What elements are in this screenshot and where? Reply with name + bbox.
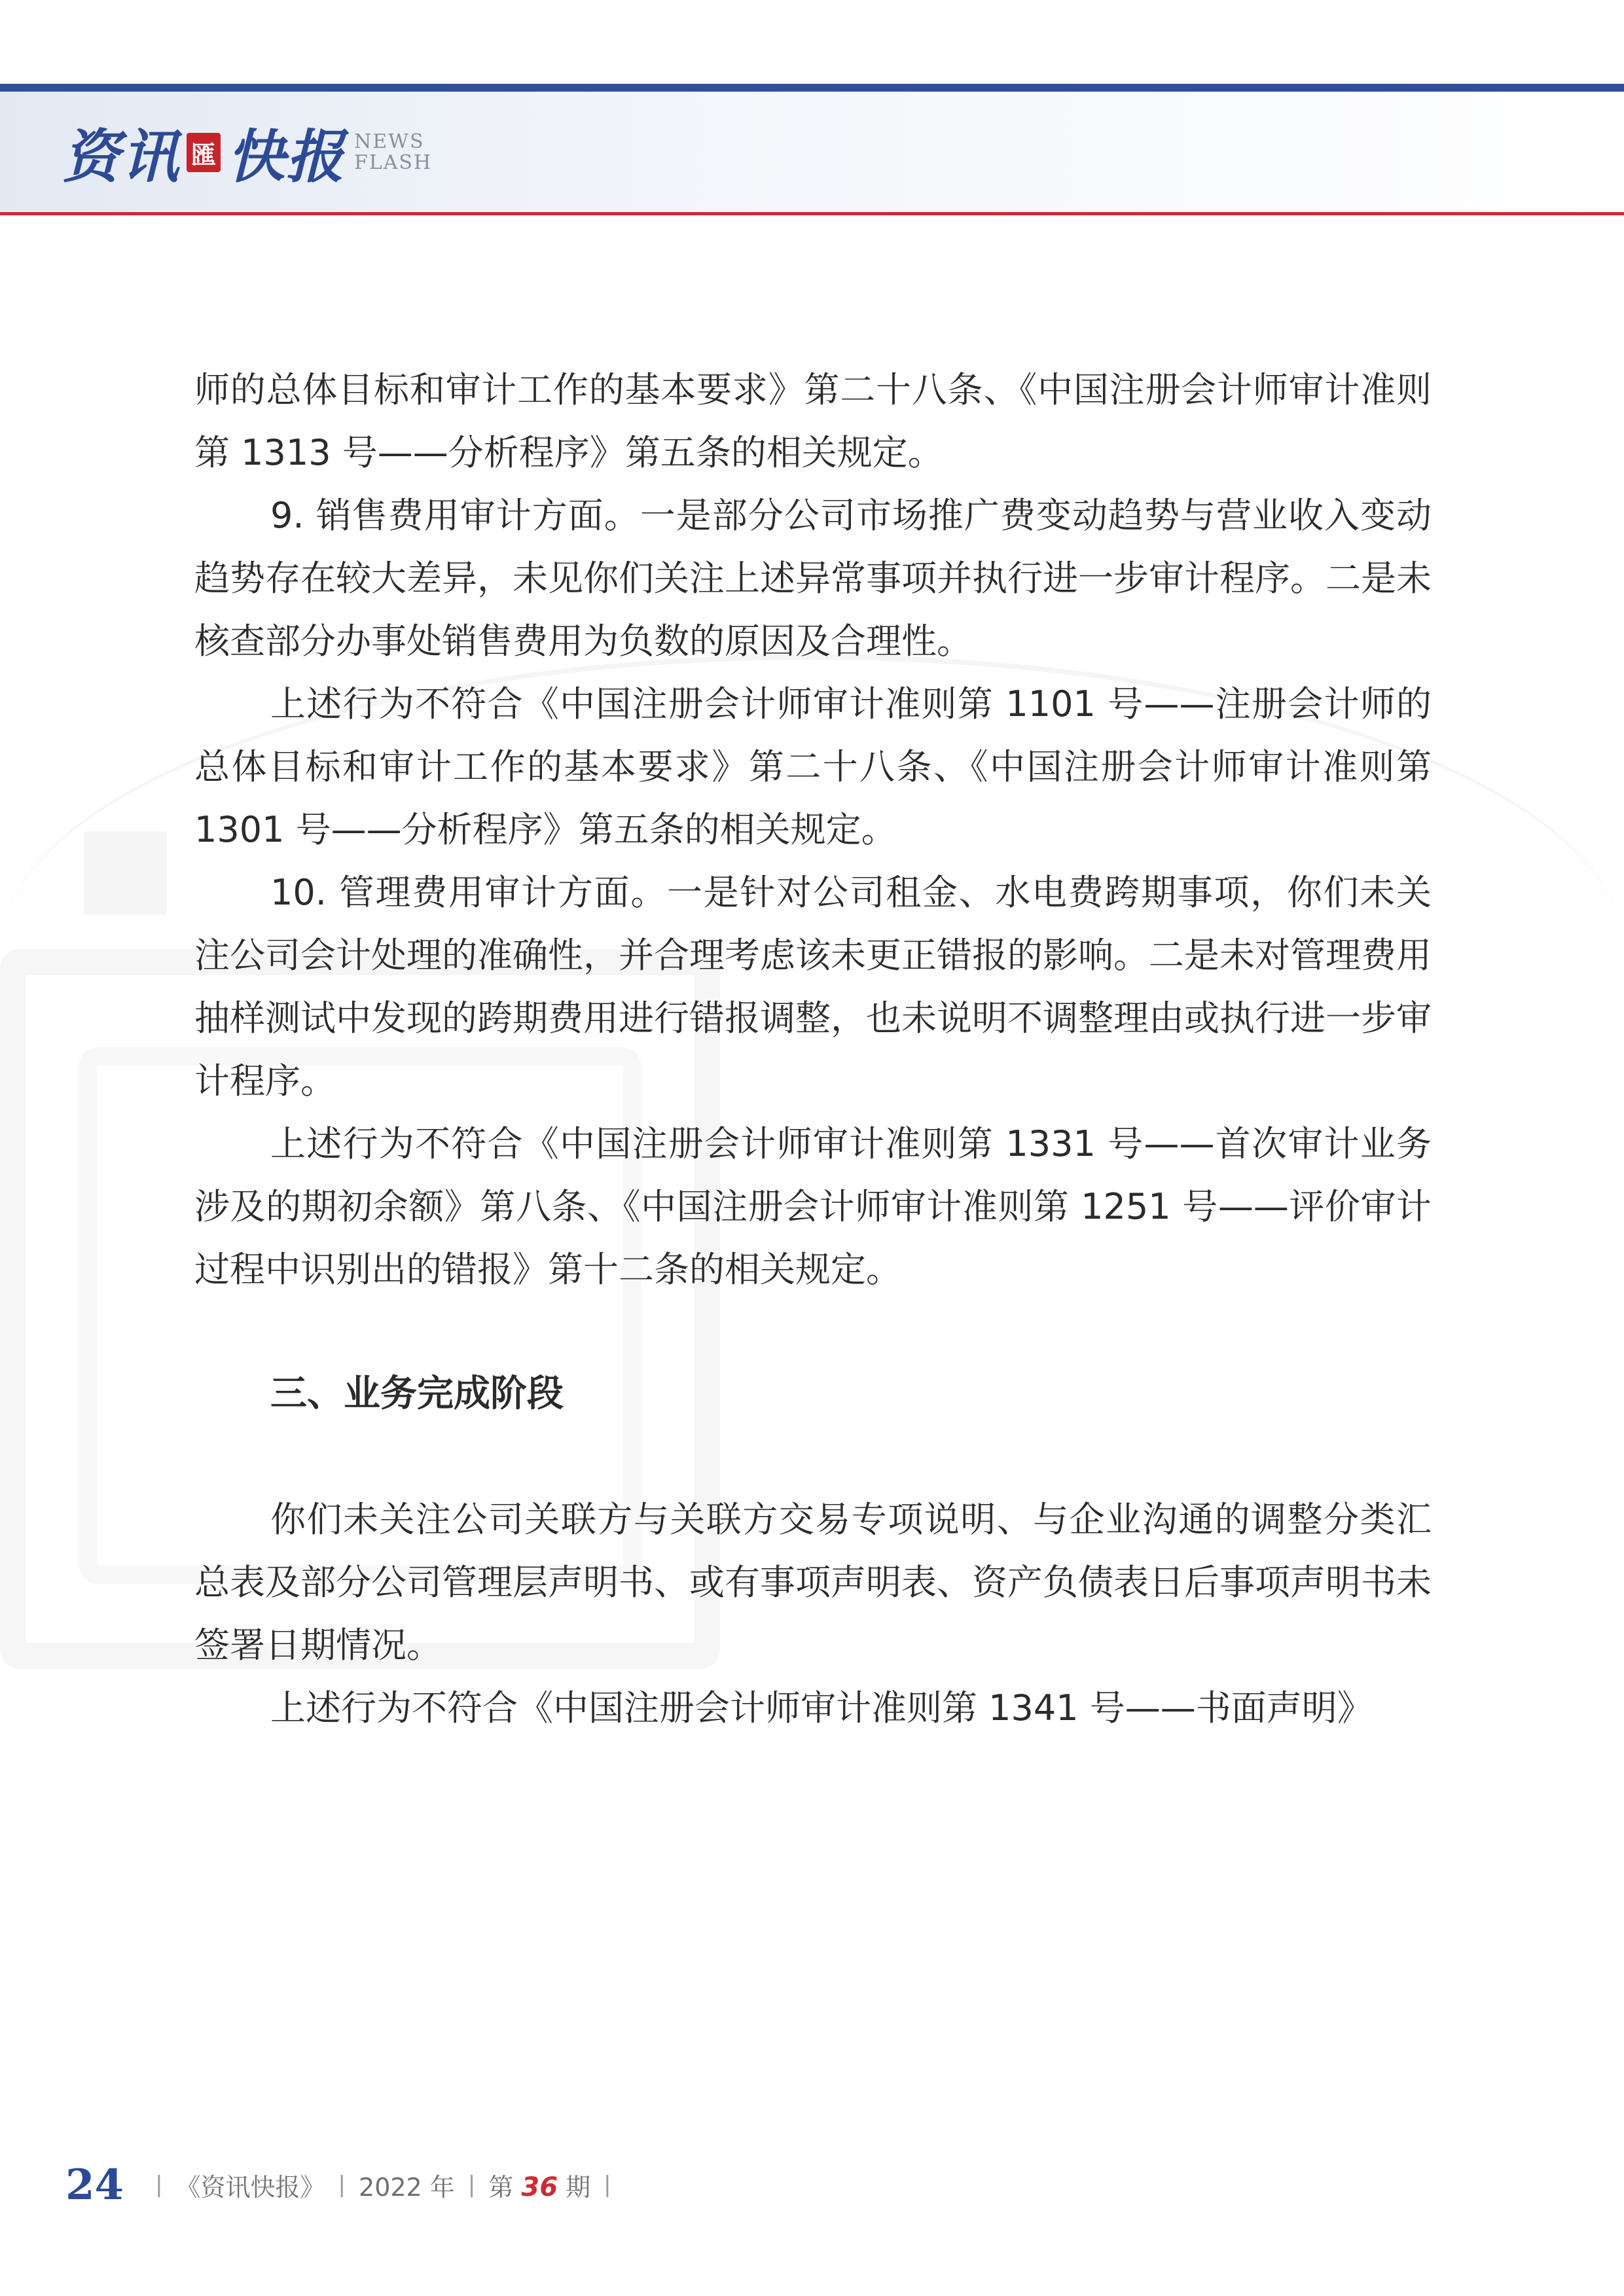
publication-name: 《资讯快报》 bbox=[175, 2172, 325, 2202]
page-footer bbox=[65, 2159, 624, 2211]
paragraph-rule-violation-3: 上述行为不符合《中国注册会计师审计准则第 1341 号——书面声明》 bbox=[270, 1687, 1373, 1729]
paragraph-admin-expense: 10. 管理费用审计方面。一是针对公司租金、水电费跨期事项，你们未关注公司会计处理的准确性，并合理考虑该未更正错报的影响。二是未对管理费用抽样测试中发现的跨期费用进行错报调整，也未说明不调整理由或执行进一步审计程序。 bbox=[194, 872, 1432, 1102]
footer-separator: | bbox=[604, 2172, 611, 2198]
brand-word-left: 资讯 bbox=[62, 122, 181, 190]
paragraph-sales-expense: 9. 销售费用审计方面。一是部分公司市场推广费变动趋势与营业收入变动趋势存在较大差异，未见你们关注上述异常事项并执行进一步审计程序。二是未核查部分办事处销售费用为负数的原因及合理性。 bbox=[194, 495, 1432, 662]
paragraph-completion-stage: 你们未关注公司关联方与关联方交易专项说明、与企业沟通的调整分类汇总表及部分公司管理层声明书、或有事项声明表、资产负债表日后事项声明书未签署日期情况。 bbox=[194, 1499, 1432, 1666]
issue-number: 36 bbox=[521, 2172, 558, 2202]
footer-separator: | bbox=[338, 2172, 346, 2198]
section-heading: 三、业务完成阶段 bbox=[270, 1372, 564, 1415]
flash-text: FLASH bbox=[354, 151, 433, 174]
paragraph-rule-violation-1: 上述行为不符合《中国注册会计师审计准则第 1101 号——注册会计师的总体目标和审计工作的基本要求》第二十八条、《中国注册会计师审计准则第 1301 号——分析程序》第五条的相关规定。 bbox=[194, 683, 1432, 850]
news-flash-label bbox=[354, 132, 432, 173]
page-number: 24 bbox=[65, 2160, 124, 2210]
paragraph-rule-violation-2: 上述行为不符合《中国注册会计师审计准则第 1331 号——首次审计业务涉及的期初余额》第八条、《中国注册会计师审计准则第 1251 号——评价审计过程中识别出的错报》第十二条的相关规定。 bbox=[194, 1123, 1432, 1290]
header-red-rule bbox=[0, 212, 1624, 215]
header-top-bar bbox=[0, 84, 1624, 92]
footer-separator: | bbox=[467, 2172, 476, 2198]
article-body bbox=[194, 359, 1432, 1740]
footer-separator: | bbox=[155, 2172, 163, 2198]
publication-year: 2022 年 bbox=[359, 2172, 455, 2202]
news-text: NEWS bbox=[354, 130, 425, 153]
paragraph-continued: 师的总体目标和审计工作的基本要求》第二十八条、《中国注册会计师审计准则第 1313 号——分析程序》第五条的相关规定。 bbox=[194, 369, 1432, 473]
brand-word-right: 快报 bbox=[227, 122, 346, 190]
issue-prefix: 第 bbox=[488, 2172, 514, 2202]
issue-label bbox=[488, 2167, 590, 2203]
masthead-logo bbox=[62, 110, 432, 195]
seal-icon: 匯 bbox=[187, 133, 221, 172]
issue-suffix: 期 bbox=[566, 2172, 591, 2202]
